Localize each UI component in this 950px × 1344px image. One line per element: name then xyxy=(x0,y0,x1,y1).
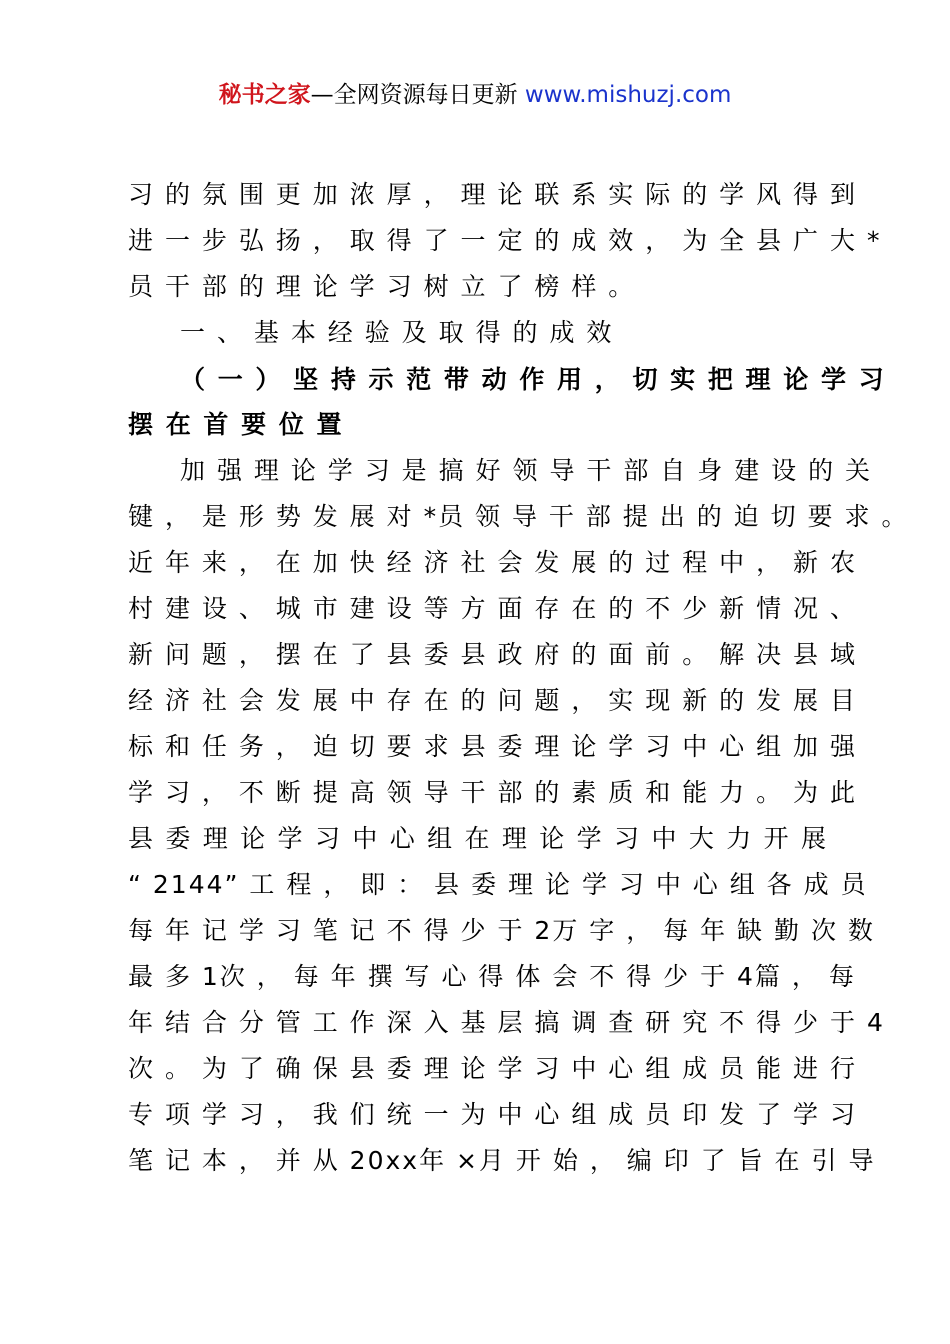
body-line: 学 习 ， 不 断 提 高 领 导 干 部 的 素 质 和 能 力 。 为 此 xyxy=(128,778,857,807)
body-line: “ 2144” 工 程 ， 即 ： 县 委 理 论 学 习 中 心 组 各 成 员 xyxy=(128,870,868,899)
body-line: 专 项 学 习 ， 我 们 统 一 为 中 心 组 成 员 印 发 了 学 习 xyxy=(128,1100,857,1129)
subsection-heading-cont: 摆 在 首 要 位 置 xyxy=(128,410,344,439)
body-line: 经 济 社 会 发 展 中 存 在 的 问 题 ， 实 现 新 的 发 展 目 xyxy=(128,686,857,715)
site-banner xyxy=(0,78,950,112)
body-line: 村 建 设 、 城 市 建 设 等 方 面 存 在 的 不 少 新 情 况 、 xyxy=(128,594,857,623)
body-line: 进 一 步 弘 扬 ， 取 得 了 一 定 的 成 效 ， 为 全 县 广 大 * xyxy=(128,226,882,255)
body-line: 新 问 题 ， 摆 在 了 县 委 县 政 府 的 面 前 。 解 决 县 域 xyxy=(128,640,857,669)
body-line: 每 年 记 学 习 笔 记 不 得 少 于 2万 字 ， 每 年 缺 勤 次 数 xyxy=(128,916,875,945)
body-line: 次 。 为 了 确 保 县 委 理 论 学 习 中 心 组 成 员 能 进 行 xyxy=(128,1054,857,1083)
body-line: 近 年 来 ， 在 加 快 经 济 社 会 发 展 的 过 程 中 ， 新 农 xyxy=(128,548,857,577)
body-line: 县 委 理 论 学 习 中 心 组 在 理 论 学 习 中 大 力 开 展 xyxy=(128,824,828,853)
body-line: 年 结 合 分 管 工 作 深 入 基 层 搞 调 查 研 究 不 得 少 于 4 xyxy=(128,1008,885,1037)
site-url[interactable]: www.mishuzj.com xyxy=(524,82,732,108)
banner-slogan: —全网资源每日更新 xyxy=(310,82,518,108)
body-line: 员 干 部 的 理 论 学 习 树 立 了 榜 样 。 xyxy=(128,272,636,301)
body-line: 笔 记 本 ， 并 从 20xx年 ×月 开 始 ， 编 印 了 旨 在 引 导 xyxy=(128,1146,876,1175)
body-line: 键 ， 是 形 势 发 展 对 *员 领 导 干 部 提 出 的 迫 切 要 求 。 xyxy=(128,502,909,531)
body-line: 最 多 1次 ， 每 年 撰 写 心 得 体 会 不 得 少 于 4篇 ， 每 xyxy=(128,962,856,991)
section-heading: 一 、 基 本 经 验 及 取 得 的 成 效 xyxy=(180,318,614,347)
subsection-heading: （ 一 ） 坚 持 示 范 带 动 作 用 ， 切 实 把 理 论 学 习 xyxy=(180,365,886,394)
brand-name: 秘书之家 xyxy=(218,82,311,108)
body-line: 加 强 理 论 学 习 是 搞 好 领 导 干 部 自 身 建 设 的 关 xyxy=(180,456,873,485)
body-line: 习 的 氛 围 更 加 浓 厚 ， 理 论 联 系 实 际 的 学 风 得 到 xyxy=(128,180,857,209)
body-line: 标 和 任 务 ， 迫 切 要 求 县 委 理 论 学 习 中 心 组 加 强 xyxy=(128,732,857,761)
